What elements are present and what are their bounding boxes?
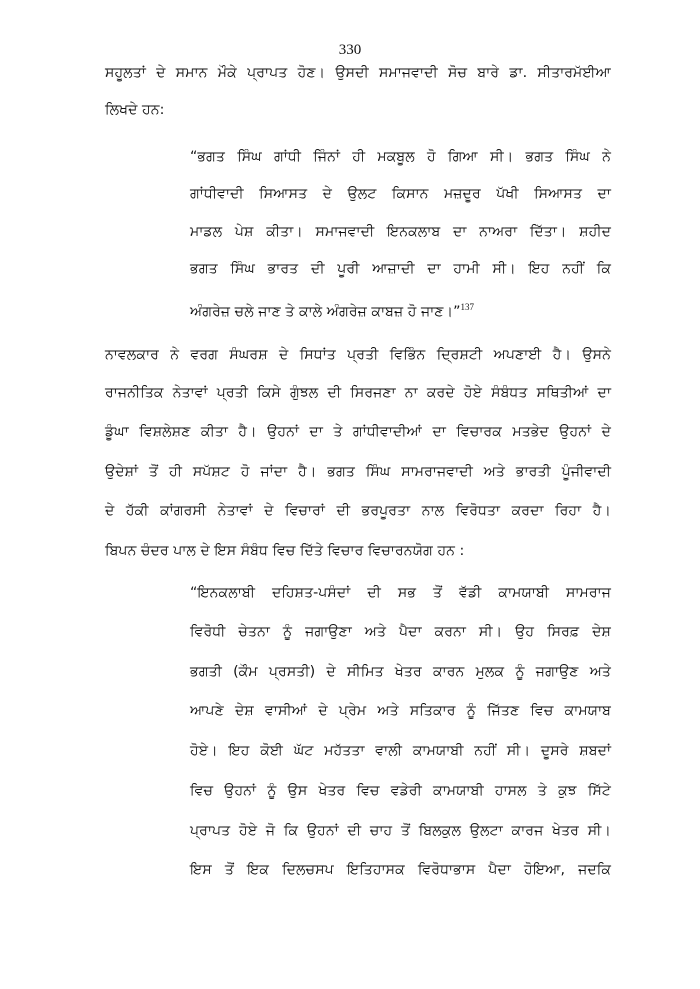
paragraph-line: ਲਿਖਦੇ ਹਨ: [105,102,165,118]
footnote-reference: 137 [460,302,474,312]
quote-line: ਵਿਰੋਧੀ ਚੇਤਨਾ ਨੂੰ ਜਗਾਉਣਾ ਅਤੇ ਪੈਦਾ ਕਰਨਾ ਸੀ। ਉਹ ਸਿਰਫ਼ ਦੇਸ਼ [190,624,611,640]
quote-line: ਆਪਣੇ ਦੇਸ਼ ਵਾਸੀਆਂ ਦੇ ਪ੍ਰੇਮ ਅਤੇ ਸਤਿਕਾਰ ਨੂੰ ਜਿੱਤਣ ਵਿਚ ਕਾਮਯਾਬ [190,703,611,719]
quote-line: ਗਾਂਧੀਵਾਦੀ ਸਿਆਸਤ ਦੇ ਉਲਟ ਕਿਸਾਨ ਮਜ਼ਦੂਰ ਪੱਖੀ ਸਿਆਸਤ ਦਾ [190,186,611,202]
quote-line: ਮਾਡਲ ਪੇਸ਼ ਕੀਤਾ। ਸਮਾਜਵਾਦੀ ਇਨਕਲਾਬ ਦਾ ਨਾਅਰਾ ਦਿੱਤਾ। ਸ਼ਹੀਦ [190,224,611,240]
quote-line: ਵਿਚ ਉਹਨਾਂ ਨੂੰ ਉਸ ਖੇਤਰ ਵਿਚ ਵਡੇਰੀ ਕਾਮਯਾਬੀ ਹਾਸਲ ਤੇ ਕੁਝ ਸਿੱਟੇ [190,783,611,799]
paragraph-line: ਦੇ ਹੱਕੀ ਕਾਂਗਰਸੀ ਨੇਤਾਵਾਂ ਦੇ ਵਿਚਾਰਾਂ ਦੀ ਭਰਪੂਰਤਾ ਨਾਲ ਵਿਰੋਧਤਾ ਕਰਦਾ ਰਿਹਾ ਹੈ। [105,503,611,519]
quote-line: ਇਸ ਤੋਂ ਇਕ ਦਿਲਚਸਪ ਇਤਿਹਾਸਕ ਵਿਰੋਧਾਭਾਸ ਪੈਦਾ ਹੋਇਆ, ਜਦਕਿ [190,862,611,878]
paragraph-line: ਸਹੂਲਤਾਂ ਦੇ ਸਮਾਨ ਮੌਕੇ ਪ੍ਰਾਪਤ ਹੋਣ। ਉਸਦੀ ਸਮਾਜਵਾਦੀ ਸੋਚ ਬਾਰੇ ਡਾ. ਸੀਤਾਰਮੱਈਆ [105,65,611,81]
quote-line: “ਇਨਕਲਾਬੀ ਦਹਿਸ਼ਤ-ਪਸੰਦਾਂ ਦੀ ਸਭ ਤੋਂ ਵੱਡੀ ਕਾਮਯਾਬੀ ਸਾਮਰਾਜ [190,585,611,601]
paragraph-line: ਡੂੰਘਾ ਵਿਸ਼ਲੇਸ਼ਣ ਕੀਤਾ ਹੈ। ਉਹਨਾਂ ਦਾ ਤੇ ਗਾਂਧੀਵਾਦੀਆਂ ਦਾ ਵਿਚਾਰਕ ਮਤਭੇਦ ਉਹਨਾਂ ਦੇ [105,424,611,440]
paragraph-line: ਉਦੇਸ਼ਾਂ ਤੋਂ ਹੀ ਸਪੱਸ਼ਟ ਹੋ ਜਾਂਦਾ ਹੈ। ਭਗਤ ਸਿੰਘ ਸਾਮਰਾਜਵਾਦੀ ਅਤੇ ਭਾਰਤੀ ਪੂੰਜੀਵਾਦੀ [105,464,611,480]
page-number: 330 [338,42,362,58]
quote-line: ਪ੍ਰਾਪਤ ਹੋਏ ਜੋ ਕਿ ਉਹਨਾਂ ਦੀ ਚਾਹ ਤੋਂ ਬਿਲਕੁਲ ਉਲਟਾ ਕਾਰਜ ਖੇਤਰ ਸੀ। [190,823,611,839]
quote-line: ਹੋਏ। ਇਹ ਕੋਈ ਘੱਟ ਮਹੱਤਤਾ ਵਾਲੀ ਕਾਮਯਾਬੀ ਨਹੀਂ ਸੀ। ਦੂਸਰੇ ਸ਼ਬਦਾਂ [190,743,611,759]
quote-line [190,297,611,322]
quote-line: “ਭਗਤ ਸਿੰਘ ਗਾਂਧੀ ਜਿੰਨਾਂ ਹੀ ਮਕਬੂਲ ਹੋ ਗਿਆ ਸੀ। ਭਗਤ ਸਿੰਘ ਨੇ [190,149,611,165]
quote-line: ਭਗਤ ਸਿੰਘ ਭਾਰਤ ਦੀ ਪੂਰੀ ਆਜ਼ਾਦੀ ਦਾ ਹਾਮੀ ਸੀ। ਇਹ ਨਹੀਂ ਕਿ [190,261,611,277]
quote-line: ਭਗਤੀ (ਕੌਮ ਪ੍ਰਸਤੀ) ਦੇ ਸੀਮਿਤ ਖੇਤਰ ਕਾਰਨ ਮੁਲਕ ਨੂੰ ਜਗਾਉਣ ਅਤੇ [190,664,611,680]
paragraph-line: ਰਾਜਨੀਤਿਕ ਨੇਤਾਵਾਂ ਪ੍ਰਤੀ ਕਿਸੇ ਗੁੰਝਲ ਦੀ ਸਿਰਜਣਾ ਨਾ ਕਰਦੇ ਹੋਏ ਸੰਬੰਧਤ ਸਥਿਤੀਆਂ ਦਾ [105,385,611,401]
paragraph-line: ਨਾਵਲਕਾਰ ਨੇ ਵਰਗ ਸੰਘਰਸ਼ ਦੇ ਸਿਧਾਂਤ ਪ੍ਰਤੀ ਵਿਭਿੰਨ ਦ੍ਰਿਸ਼ਟੀ ਅਪਣਾਈ ਹੈ। ਉਸਨੇ [105,347,611,363]
quote-text: ਅੰਗਰੇਜ਼ ਚਲੇ ਜਾਣ ਤੇ ਕਾਲੇ ਅੰਗਰੇਜ਼ ਕਾਬਜ਼ ਹੋ ਜਾਣ।” [190,304,461,320]
paragraph-line: ਬਿਪਨ ਚੰਦਰ ਪਾਲ ਦੇ ਇਸ ਸੰਬੰਧ ਵਿਚ ਦਿੱਤੇ ਵਿਚਾਰ ਵਿਚਾਰਨਯੋਗ ਹਨ : [105,543,465,559]
